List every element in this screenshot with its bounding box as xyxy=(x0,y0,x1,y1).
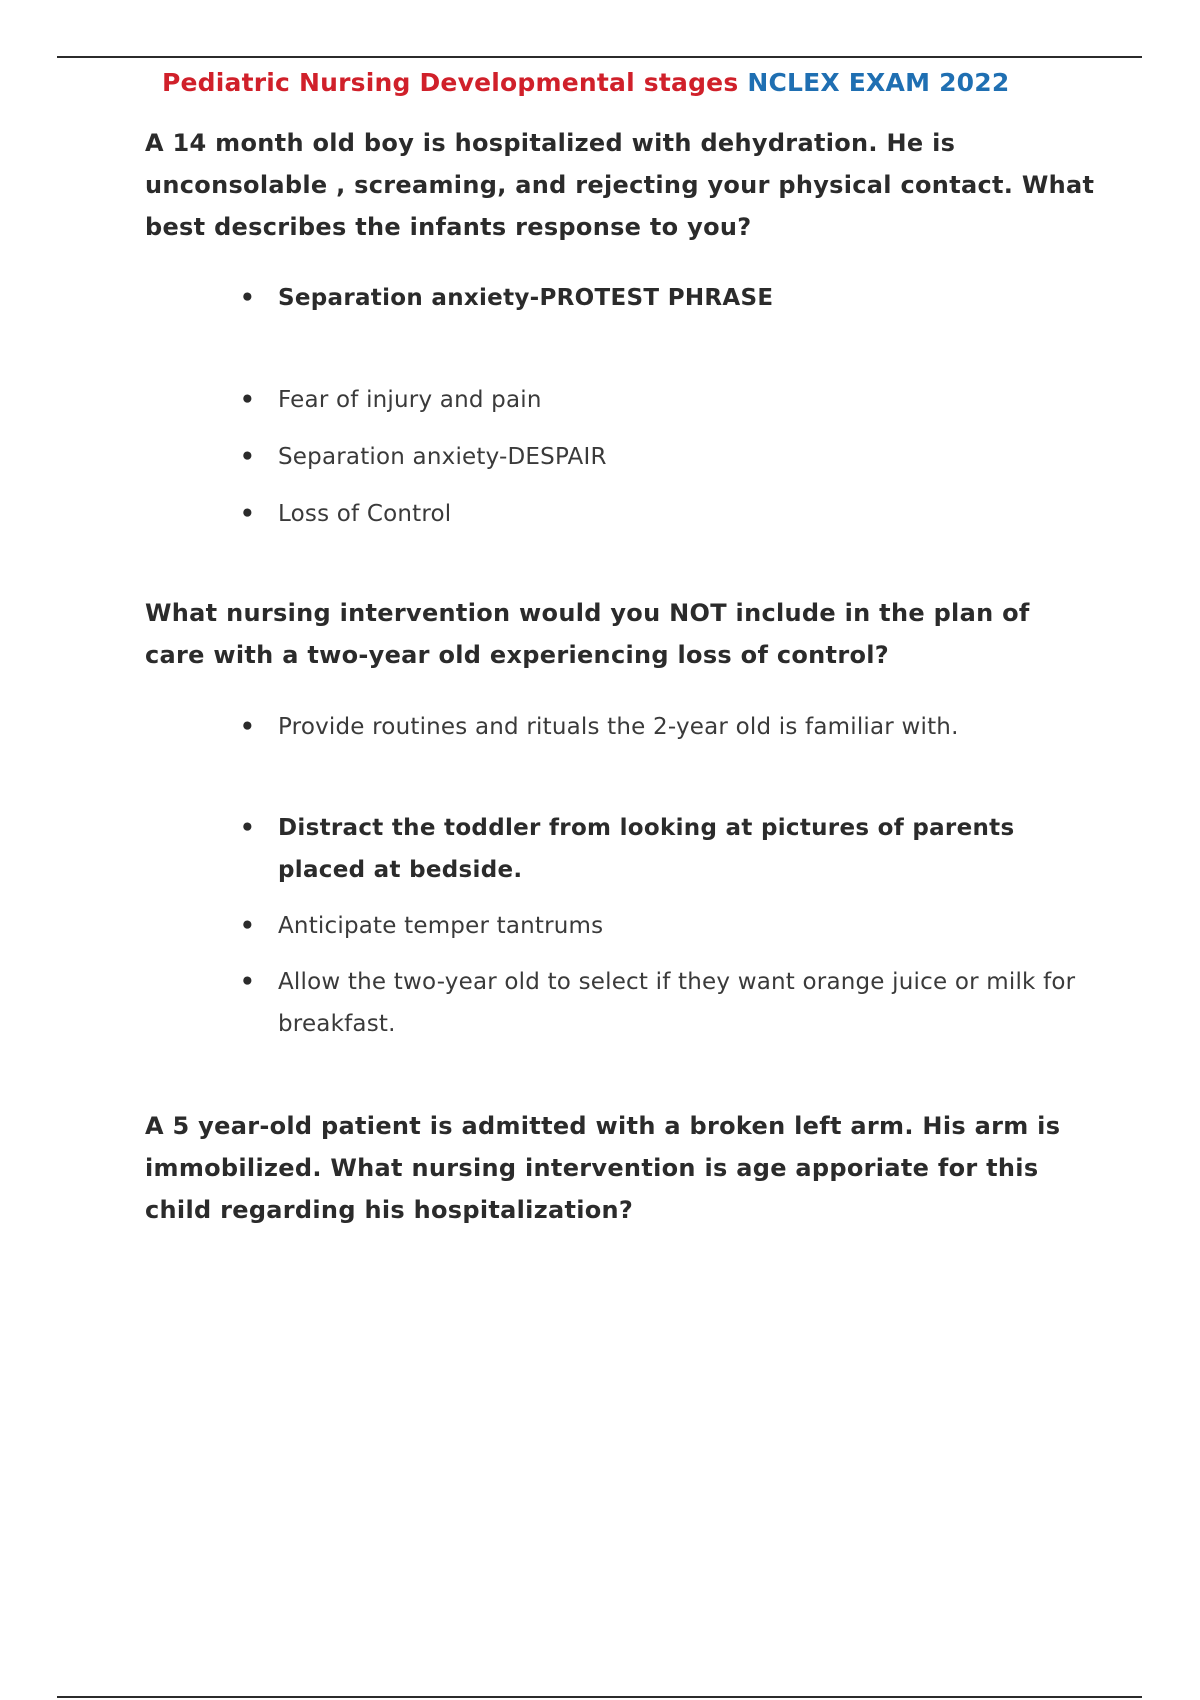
option-label: Anticipate temper tantrums xyxy=(278,913,604,939)
option-label: Separation anxiety-PROTEST PHRASE xyxy=(278,285,774,311)
option-label: Distract the toddler from looking at pictures of parents placed at bedside. xyxy=(278,815,1015,883)
option-2c xyxy=(240,905,1090,947)
option-label: Separation anxiety-DESPAIR xyxy=(278,444,607,470)
bullet-icon: • xyxy=(240,387,255,413)
question-2-options xyxy=(240,706,1090,748)
bullet-icon: • xyxy=(240,969,255,995)
option-1d xyxy=(240,493,1090,535)
title-exam: NCLEX EXAM 2022 xyxy=(747,68,1010,97)
bullet-icon: • xyxy=(240,714,255,740)
option-2a xyxy=(240,706,1090,748)
bullet-icon: • xyxy=(240,815,256,841)
question-1-text: A 14 month old boy is hospitalized with dehydration. He is unconsolable , screaming, and rejecting your physical contact. What best describes the infants response to you? xyxy=(145,129,1095,241)
title-topic: Pediatric Nursing Developmental stages xyxy=(162,68,739,97)
option-label: Provide routines and rituals the 2-year old is familiar with. xyxy=(278,714,959,740)
option-label: Allow the two-year old to select if they want orange juice or milk for breakfast. xyxy=(278,969,1076,1037)
question-2-options-rest xyxy=(240,807,1090,1045)
question-1-options-rest xyxy=(240,379,1090,535)
option-2d xyxy=(240,961,1090,1045)
option-2b-correct xyxy=(240,807,1090,891)
bullet-icon: • xyxy=(240,501,255,527)
option-1c xyxy=(240,436,1090,478)
top-rule xyxy=(57,56,1142,58)
bottom-rule xyxy=(57,1696,1142,1698)
bullet-icon: • xyxy=(240,285,256,311)
option-label: Loss of Control xyxy=(278,501,452,527)
option-1b xyxy=(240,379,1090,421)
question-3-text: A 5 year-old patient is admitted with a broken left arm. His arm is immobilized. What nursing intervention is age apporiate for this child regarding his hospitalization? xyxy=(145,1112,1061,1224)
bullet-icon: • xyxy=(240,913,255,939)
option-1a-correct xyxy=(240,277,1090,319)
page-title xyxy=(162,68,1009,97)
bullet-icon: • xyxy=(240,444,255,470)
question-2-text: What nursing intervention would you NOT include in the plan of care with a two-year old experiencing loss of control? xyxy=(145,599,1030,669)
question-1-options xyxy=(240,277,1090,319)
option-label: Fear of injury and pain xyxy=(278,387,542,413)
